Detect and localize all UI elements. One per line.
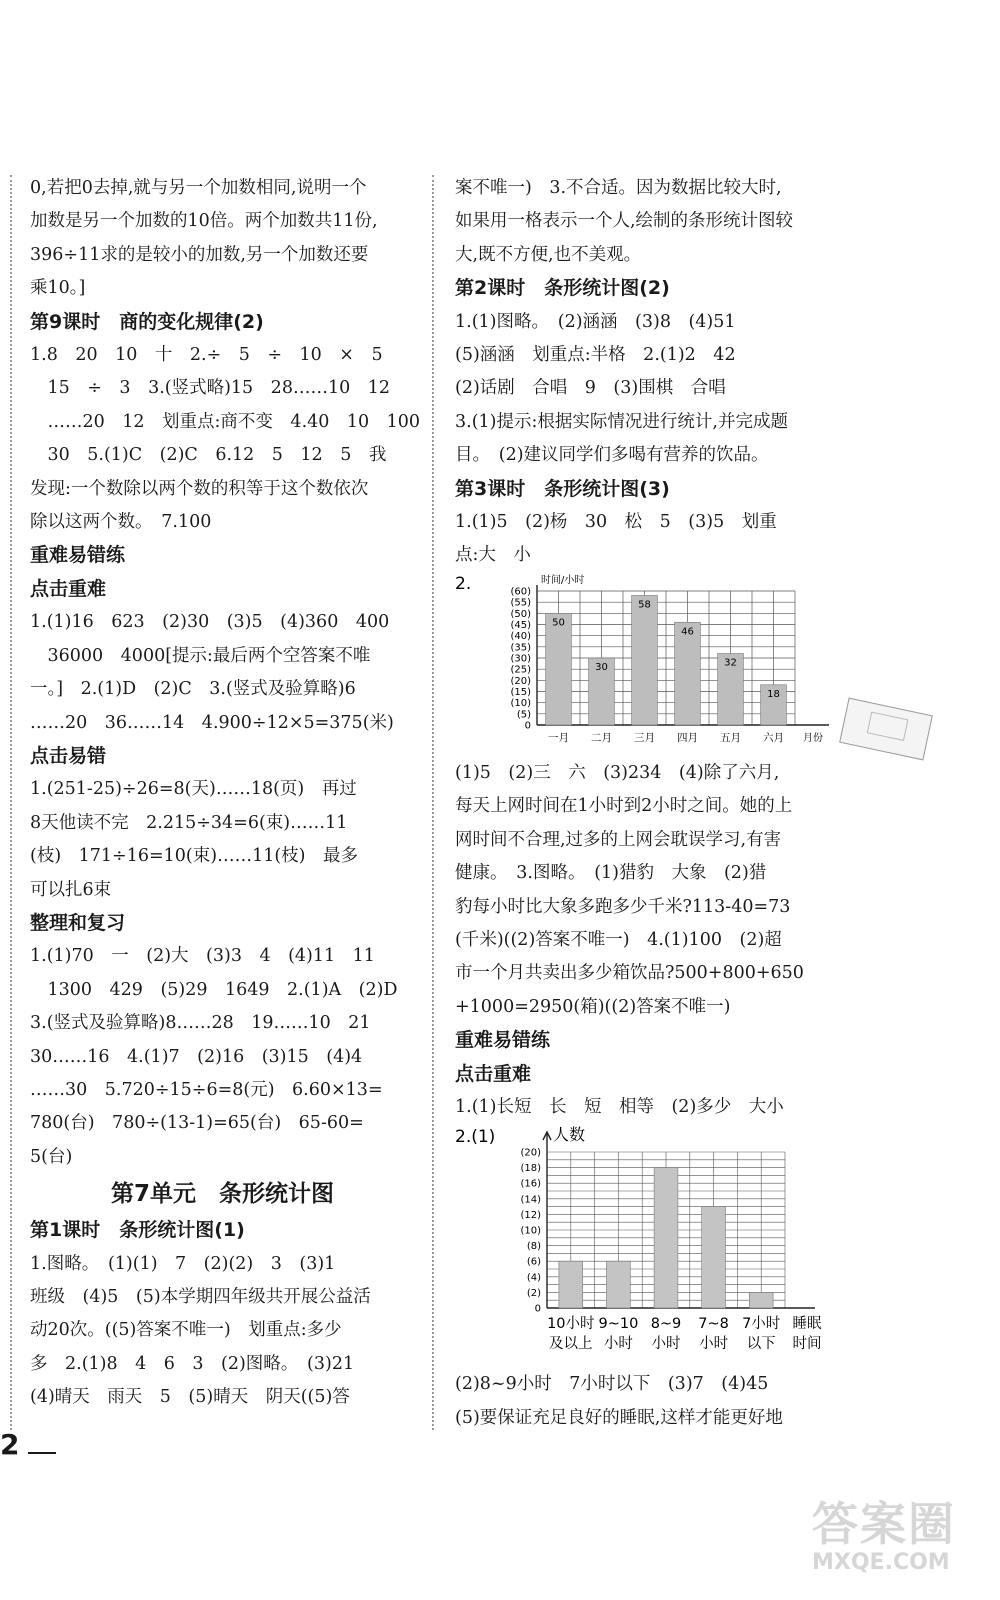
bar — [702, 1207, 726, 1308]
y-tick-label: (12) — [520, 1210, 541, 1222]
bar — [654, 1168, 678, 1308]
text-line: 396÷11求的是较小的加数,另一个加数还要 — [30, 244, 369, 265]
x-tick-label: 7~8 — [698, 1316, 729, 1333]
lesson3-after-chart — [455, 757, 845, 1024]
x-tick-label: 小时 — [699, 1336, 729, 1353]
x-tick-label: 10小时 — [547, 1316, 595, 1333]
zhongnan-title: 点击重难 — [455, 1062, 532, 1085]
page-number: 2 — [0, 1428, 20, 1461]
y-tick-label: (18) — [520, 1163, 541, 1175]
text-line: (5)涵涵 划重点:半格 2.(1)2 42 — [455, 345, 736, 366]
unit7-title: 第7单元 条形统计图 — [110, 1181, 334, 1208]
y-tick-label: 0 — [524, 720, 531, 732]
y-axis-label: 人数 — [553, 1125, 586, 1145]
y-tick-label: (6) — [526, 1257, 541, 1269]
bar — [546, 613, 572, 725]
text-line: 1.(1)70 一 (2)大 (3)3 4 (4)11 11 — [30, 946, 375, 967]
practice-title: 重难易错练 — [455, 1029, 551, 1052]
x-tick-label: 六月 — [763, 731, 784, 744]
x-axis-label: 月份 — [803, 732, 823, 744]
left-margin-dotted-line — [10, 175, 12, 1430]
y-tick-label: (10) — [510, 698, 531, 710]
text-line: 健康。 3.图略。 (1)猎豹 大象 (2)猎 — [455, 863, 767, 884]
text-line: 可以扎6束 — [30, 879, 112, 900]
y-tick-label: (5) — [516, 709, 531, 721]
y-tick-label: (25) — [510, 664, 531, 676]
left-column — [30, 172, 421, 1415]
text-line: (2)话剧 合唱 9 (3)围棋 合唱 — [455, 378, 726, 399]
y-tick-label: (50) — [510, 608, 531, 620]
text-line: 1.图略。 (1)(1) 7 (2)(2) 3 (3)1 — [30, 1253, 336, 1274]
y-tick-label: (35) — [510, 642, 531, 654]
x-tick-label: 及以上 — [549, 1336, 593, 1353]
text-line: 1.(1)16 623 (2)30 (3)5 (4)360 400 — [30, 612, 390, 633]
column-divider — [432, 175, 434, 1430]
text-line: 大,既不方便,也不美观。 — [455, 244, 642, 265]
lesson3-title: 第3课时 条形统计图(3) — [455, 477, 670, 500]
x-tick-label: 二月 — [591, 731, 612, 744]
lesson9-answers — [30, 339, 421, 539]
yicuo-title: 点击易错 — [30, 744, 107, 767]
bar — [632, 595, 658, 725]
text-line: 0,若把0去掉,就与另一个加数相同,说明一个 — [30, 178, 367, 198]
y-tick-label: (16) — [520, 1179, 541, 1191]
right-column — [455, 172, 845, 1435]
watermark-url: MXQE.COM — [812, 1550, 950, 1575]
text-line: 36000 4000[提示:最后两个空答案不唯 — [30, 645, 371, 666]
text-line: 加数是另一个加数的10倍。两个加数共11份, — [30, 211, 378, 232]
question-label: 2. — [455, 573, 472, 594]
text-line: (枝) 171÷16=10(束)……11(枝) 最多 — [30, 846, 358, 867]
text-line: (1)5 (2)三 六 (3)234 (4)除了六月, — [455, 762, 780, 783]
text-line: 一。] 2.(1)D (2)C 3.(竖式及验算略)6 — [30, 679, 356, 700]
chart1-wrapper — [455, 573, 845, 757]
bar-value-label: 18 — [767, 688, 780, 700]
x-tick-label: 五月 — [720, 731, 741, 744]
y-tick-label: (45) — [510, 619, 531, 631]
bar-value-label: 32 — [724, 657, 737, 669]
y-tick-label: (40) — [510, 631, 531, 643]
text-line: 发现:一个数除以两个数的积等于这个数依次 — [30, 478, 369, 499]
text-line: (2)8~9小时 7小时以下 (3)7 (4)45 — [455, 1374, 769, 1395]
text-line: 1.8 20 10 十 2.÷ 5 ÷ 10 × 5 — [30, 345, 383, 366]
text-line: 1.(1)长短 长 短 相等 (2)多少 大小 — [455, 1096, 784, 1117]
x-axis-label: 睡眠 — [792, 1316, 822, 1333]
x-tick-label: 小时 — [651, 1336, 681, 1353]
bar — [607, 1262, 631, 1309]
zhongnan-answers — [30, 606, 415, 740]
text-line: ……20 36……14 4.900÷12×5=375(米) — [30, 712, 394, 733]
bar-value-label: 50 — [552, 617, 565, 629]
x-tick-label: 9~10 — [598, 1316, 639, 1333]
zhongnan-title: 点击重难 — [30, 577, 107, 600]
x-tick-label: 一月 — [548, 731, 569, 744]
chart2-wrapper — [455, 1124, 845, 1368]
bar — [559, 1262, 583, 1309]
text-line: 乘10。] — [30, 278, 86, 299]
practice-title: 重难易错练 — [30, 544, 126, 567]
text-line: 豹每小时比大象多跑多少千米?113-40=73 — [455, 896, 791, 917]
y-tick-label: (2) — [526, 1288, 541, 1300]
y-tick-label: (8) — [526, 1241, 541, 1253]
text-line: (4)晴天 雨天 5 (5)晴天 阴天((5)答 — [30, 1387, 350, 1408]
sticker-decoration — [839, 698, 933, 761]
text-line: 780(台) 780÷(13-1)=65(台) 65-60= — [30, 1113, 364, 1134]
bar-value-label: 30 — [595, 661, 608, 673]
lesson2-answers — [455, 306, 845, 473]
question-label: 2.(1) — [455, 1127, 496, 1148]
lesson2-title: 第2课时 条形统计图(2) — [455, 277, 670, 300]
review-title: 整理和复习 — [30, 911, 126, 934]
y-tick-label: (10) — [520, 1225, 541, 1237]
bar-value-label: 58 — [638, 599, 651, 611]
continued-lines — [455, 172, 845, 272]
yicuo-answers — [30, 773, 415, 907]
text-line: 15 ÷ 3 3.(竖式略)15 28……10 12 — [30, 378, 390, 399]
text-line: ……20 12 划重点:商不变 4.40 10 100 — [30, 411, 421, 432]
chart-internet-hours — [455, 573, 845, 753]
watermark-logo — [812, 1498, 987, 1588]
text-line: +1000=2950(箱)((2)答案不唯一) — [455, 996, 731, 1017]
text-line: 1.(1)图略。 (2)涵涵 (3)8 (4)51 — [455, 311, 736, 332]
x-tick-label: 三月 — [634, 731, 655, 744]
review-answers — [30, 940, 415, 1174]
watermark-text: 答案圈 — [812, 1497, 956, 1551]
text-line: 1300 429 (5)29 1649 2.(1)A (2)D — [30, 979, 398, 1000]
y-axis-label: 时间/小时 — [541, 574, 585, 586]
text-line: 案不唯一) 3.不合适。因为数据比较大时, — [455, 178, 782, 198]
text-line: 3.(1)提示:根据实际情况进行统计,并完成题 — [455, 411, 788, 432]
text-line: 1.(251-25)÷26=8(天)……18(页) 再过 — [30, 779, 357, 800]
y-tick-label: (4) — [526, 1272, 541, 1284]
text-line: 30 5.(1)C (2)C 6.12 5 12 5 我 — [30, 445, 387, 466]
x-axis-label: 时间 — [792, 1336, 822, 1353]
text-line: 如果用一格表示一个人,绘制的条形统计图较 — [455, 211, 794, 232]
text-line: 市一个月共卖出多少箱饮品?500+800+650 — [455, 963, 804, 984]
text-line: 1.(1)5 (2)杨 30 松 5 (3)5 划重 — [455, 512, 777, 533]
text-line: 点:大 小 — [455, 545, 531, 566]
lesson1-title: 第1课时 条形统计图(1) — [30, 1219, 245, 1242]
text-line: 动20次。((5)答案不唯一) 划重点:多少 — [30, 1320, 342, 1341]
page-number-dash — [28, 1452, 56, 1454]
x-tick-label: 四月 — [677, 731, 698, 744]
text-line: (千米)((2)答案不唯一) 4.(1)100 (2)超 — [455, 929, 782, 950]
x-tick-label: 以下 — [746, 1336, 776, 1353]
lesson3-answers — [455, 506, 845, 573]
bar — [675, 622, 701, 725]
text-line: 多 2.(1)8 4 6 3 (2)图略。 (3)21 — [30, 1353, 355, 1374]
text-line: 目。 (2)建议同学们多喝有营养的饮品。 — [455, 445, 769, 466]
y-tick-label: (20) — [520, 1147, 541, 1159]
text-line: 3.(竖式及验算略)8……28 19……10 21 — [30, 1013, 371, 1034]
y-tick-label: 0 — [534, 1303, 541, 1315]
text-line: 每天上网时间在1小时到2小时之间。她的上 — [455, 796, 793, 817]
sticker-inner-box — [867, 712, 909, 741]
text-line: ……30 5.720÷15÷6=8(元) 6.60×13= — [30, 1079, 383, 1100]
y-tick-label: (15) — [510, 686, 531, 698]
text-line: 网时间不合理,过多的上网会耽误学习,有害 — [455, 829, 782, 850]
y-tick-label: (30) — [510, 653, 531, 665]
x-tick-label: 小时 — [603, 1336, 633, 1353]
x-tick-label: 8~9 — [650, 1316, 682, 1333]
chart-sleep-time — [455, 1124, 845, 1364]
text-line: (5)要保证充足良好的睡眠,这样才能更好地 — [455, 1407, 783, 1428]
y-tick-label: (20) — [510, 675, 531, 687]
text-line: 班级 (4)5 (5)本学期四年级共开展公益活 — [30, 1287, 371, 1307]
text-line: 30……16 4.(1)7 (2)16 (3)15 (4)4 — [30, 1046, 363, 1067]
lesson1-answers — [30, 1248, 415, 1415]
bar-value-label: 46 — [681, 626, 694, 638]
y-tick-label: (55) — [510, 597, 531, 609]
y-tick-label: (14) — [520, 1194, 541, 1206]
y-tick-label: (60) — [510, 586, 531, 598]
text-line: 除以这两个数。 7.100 — [30, 512, 212, 533]
bar — [749, 1293, 773, 1309]
zhongnan-after-chart — [455, 1368, 845, 1435]
text-line: 8天他读不完 2.215÷34=6(束)……11 — [30, 812, 348, 833]
lesson9-title: 第9课时 商的变化规律(2) — [30, 310, 264, 333]
x-tick-label: 7小时 — [742, 1316, 781, 1333]
text-line: 5(台) — [30, 1146, 73, 1167]
intro-lines — [30, 172, 415, 306]
